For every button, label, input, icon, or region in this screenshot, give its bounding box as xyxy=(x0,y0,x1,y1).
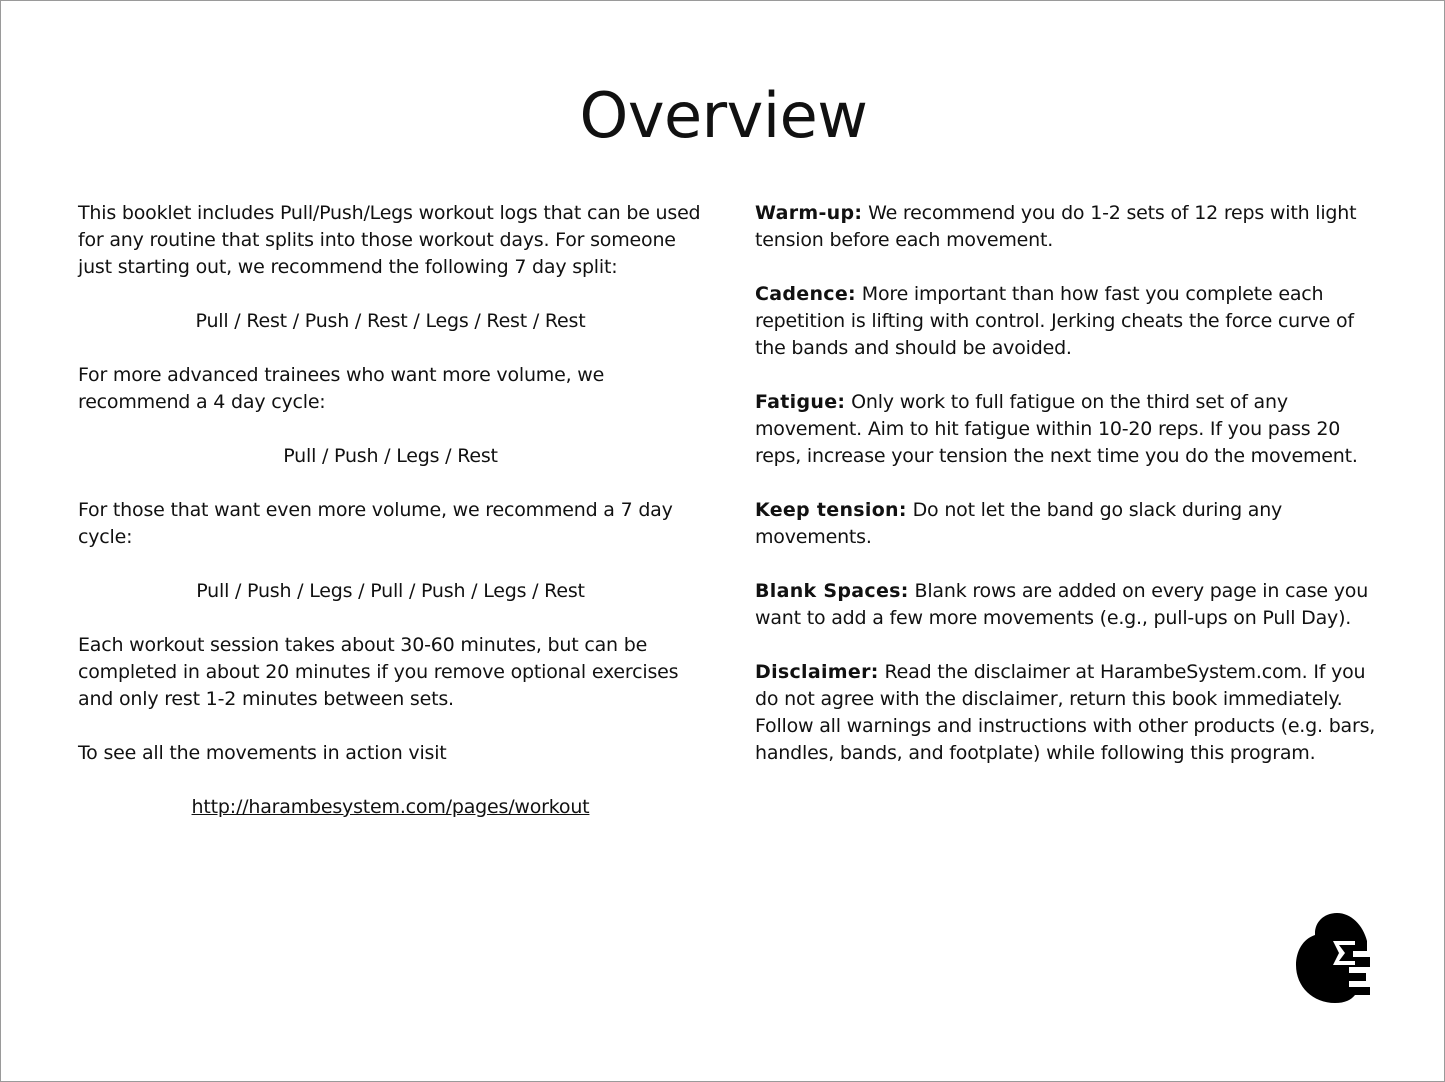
movements-intro-paragraph: To see all the movements in action visit xyxy=(78,742,447,764)
tip-text: Read the disclaimer at HarambeSystem.com. If you do not agree with the disclaimer, return this book immediately. Follow all warnings and instructions with other products (e.g. bars, handles, bands, and footplate) while following this program. xyxy=(755,661,1376,764)
intro-paragraph: This booklet includes Pull/Push/Legs workout logs that can be used for any routine that splits into those workout days. For someone just starting out, we recommend the following 7 day split: xyxy=(78,202,701,278)
harambe-gorilla-head-icon xyxy=(1293,911,1371,1005)
tip-term: Disclaimer: xyxy=(755,661,879,683)
more-volume-intro-paragraph: For those that want even more volume, we recommend a 7 day cycle: xyxy=(78,499,673,548)
session-length-paragraph: Each workout session takes about 30-60 minutes, but can be completed in about 20 minutes if you remove optional exercises and only rest 1-2 minutes between sets. xyxy=(78,634,679,710)
tip-blank-spaces xyxy=(755,578,1381,632)
tip-text: Do not let the band go slack during any movements. xyxy=(755,499,1283,548)
tip-warm-up xyxy=(755,200,1381,254)
left-column xyxy=(78,200,703,848)
split-advanced: Pull / Push / Legs / Rest xyxy=(283,445,498,467)
tip-text: We recommend you do 1-2 sets of 12 reps with light tension before each movement. xyxy=(755,202,1357,251)
logo-head-shape xyxy=(1296,913,1370,1003)
tip-text: Only work to full fatigue on the third set of any movement. Aim to hit fatigue within 10-20 reps. If you pass 20 reps, increase your tension the next time you do the movement. xyxy=(755,391,1358,467)
tip-term: Keep tension: xyxy=(755,499,907,521)
tip-fatigue xyxy=(755,389,1381,470)
tip-disclaimer xyxy=(755,659,1381,767)
tip-term: Warm-up: xyxy=(755,202,863,224)
tip-text: More important than how fast you complete each repetition is lifting with control. Jerking cheats the force curve of the bands and should be avoided. xyxy=(755,283,1354,359)
tip-text: Blank rows are added on every page in case you want to add a few more movements (e.g., pull-ups on Pull Day). xyxy=(755,580,1369,629)
workout-link[interactable]: http://harambesystem.com/pages/workout xyxy=(191,796,590,818)
split-more-volume: Pull / Push / Legs / Pull / Push / Legs / Rest xyxy=(196,580,585,602)
page-title: Overview xyxy=(579,79,868,152)
split-beginner: Pull / Rest / Push / Rest / Legs / Rest / Rest xyxy=(195,310,586,332)
tip-cadence xyxy=(755,281,1381,362)
tip-term: Blank Spaces: xyxy=(755,580,909,602)
right-column xyxy=(755,200,1381,794)
tip-term: Fatigue: xyxy=(755,391,846,413)
tip-keep-tension xyxy=(755,497,1381,551)
advanced-intro-paragraph: For more advanced trainees who want more volume, we recommend a 4 day cycle: xyxy=(78,364,605,413)
tip-term: Cadence: xyxy=(755,283,856,305)
movements-link-line xyxy=(78,794,703,821)
